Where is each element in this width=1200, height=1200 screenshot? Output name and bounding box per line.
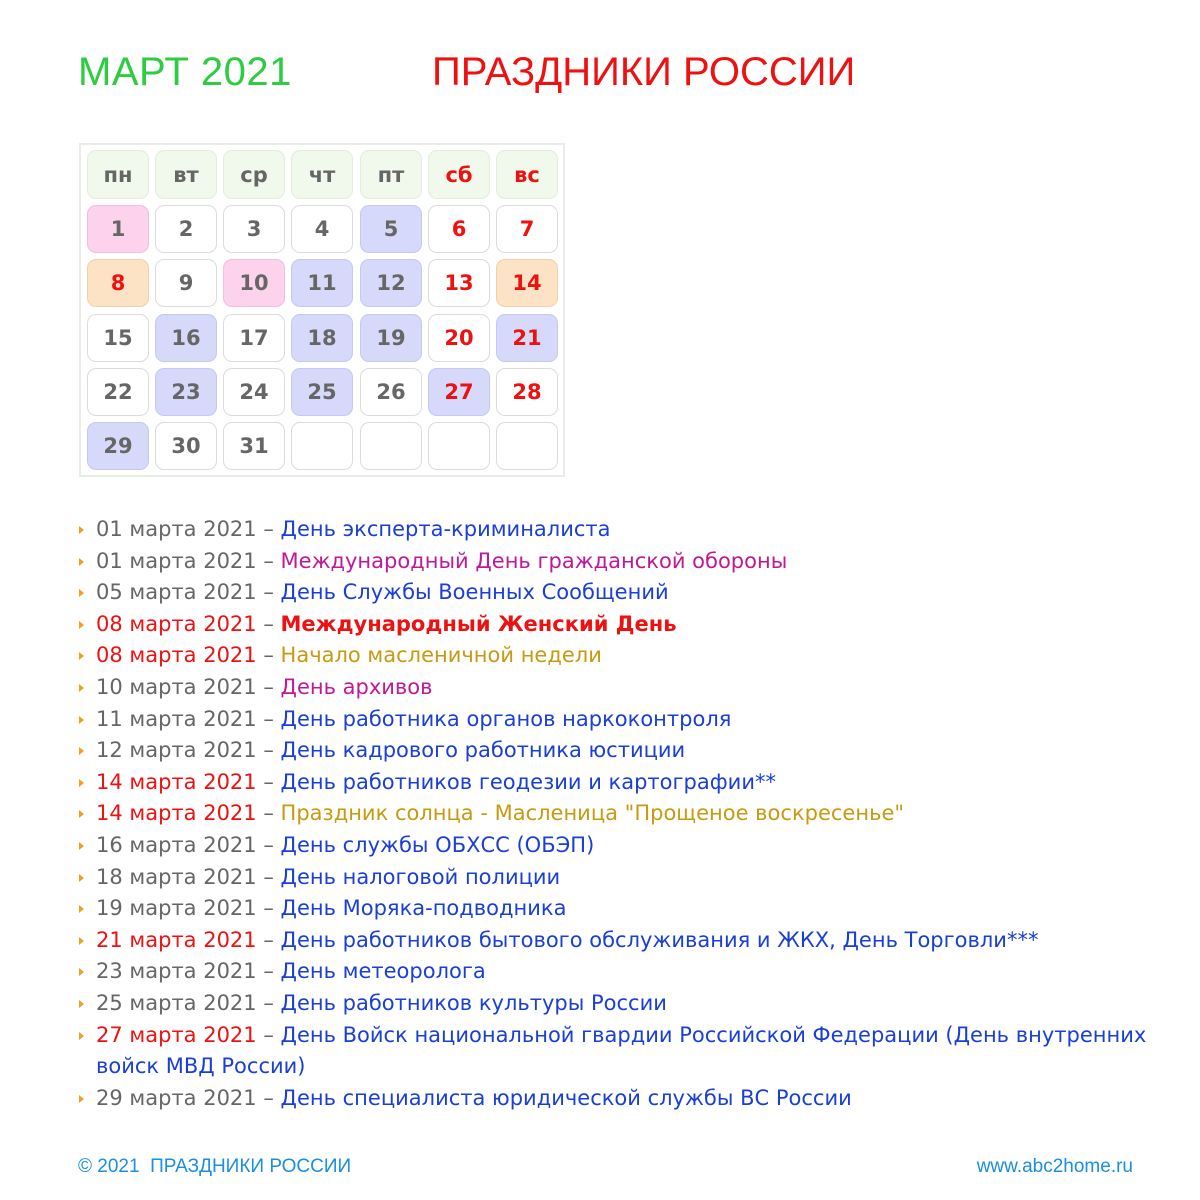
holiday-item (78, 735, 1178, 767)
calendar-day[interactable]: 3 (223, 205, 285, 253)
calendar-day[interactable]: 13 (428, 259, 490, 307)
holiday-separator: – (256, 927, 281, 952)
holiday-date: 01 марта 2021 (96, 548, 257, 573)
calendar-day[interactable]: 10 (223, 259, 285, 307)
calendar-day[interactable]: 6 (428, 205, 490, 253)
holiday-separator: – (256, 864, 281, 889)
calendar-day[interactable]: 4 (291, 205, 353, 253)
page-title: ПРАЗДНИКИ РОССИИ (432, 50, 856, 94)
bullet-arrow-icon (79, 1000, 84, 1008)
calendar-day[interactable]: 15 (87, 314, 149, 362)
calendar-empty-cell (428, 422, 490, 470)
holiday-separator: – (256, 580, 281, 605)
holiday-item (78, 925, 1178, 957)
holiday-date: 29 марта 2021 (96, 1085, 257, 1110)
calendar-empty-cell (291, 422, 353, 470)
holiday-name[interactable]: День работников бытового обслуживания и ЖКХ, День Торговли*** (280, 927, 1039, 952)
holiday-item (78, 767, 1178, 799)
calendar-day[interactable]: 9 (155, 259, 217, 307)
holiday-separator: – (256, 769, 281, 794)
holiday-separator: – (256, 706, 281, 731)
holiday-item (78, 956, 1178, 988)
holiday-name[interactable]: День налоговой полиции (280, 864, 561, 889)
holiday-separator: – (256, 896, 281, 921)
calendar-day[interactable]: 24 (223, 368, 285, 416)
bullet-arrow-icon (79, 558, 84, 566)
bullet-arrow-icon (79, 937, 84, 945)
calendar-day[interactable]: 23 (155, 368, 217, 416)
holiday-item (78, 1020, 1178, 1083)
bullet-arrow-icon (79, 842, 84, 850)
calendar-day[interactable]: 5 (360, 205, 422, 253)
holiday-date: 23 марта 2021 (96, 959, 257, 984)
bullet-arrow-icon (79, 652, 84, 660)
bullet-arrow-icon (79, 747, 84, 755)
holiday-name[interactable]: Начало масленичной недели (280, 643, 602, 668)
holiday-name[interactable]: День работника органов наркоконтроля (280, 706, 732, 731)
holiday-separator: – (256, 611, 281, 636)
holiday-item (78, 577, 1178, 609)
holiday-item (78, 640, 1178, 672)
bullet-arrow-icon (79, 621, 84, 629)
calendar-day[interactable]: 31 (223, 422, 285, 470)
holiday-item (78, 546, 1178, 578)
holiday-separator: – (256, 643, 281, 668)
holiday-name[interactable]: День работников геодезии и картографии** (280, 769, 776, 794)
holiday-date: 18 марта 2021 (96, 864, 257, 889)
holiday-separator: – (256, 674, 281, 699)
holiday-item (78, 798, 1178, 830)
calendar-day[interactable]: 18 (291, 314, 353, 362)
holiday-name[interactable]: День метеоролога (280, 959, 486, 984)
month-title: МАРТ 2021 (78, 50, 292, 94)
calendar-day[interactable]: 1 (87, 205, 149, 253)
calendar-day[interactable]: 12 (360, 259, 422, 307)
holiday-name[interactable]: День Моряка-подводника (280, 896, 567, 921)
holiday-item (78, 672, 1178, 704)
calendar-day[interactable]: 14 (496, 259, 558, 307)
holiday-name[interactable]: День эксперта-криминалиста (280, 517, 611, 541)
holiday-item (78, 830, 1178, 862)
calendar-day[interactable]: 17 (223, 314, 285, 362)
bullet-arrow-icon (79, 874, 84, 882)
holiday-separator: – (256, 738, 281, 763)
holiday-date: 11 марта 2021 (96, 706, 257, 731)
weekday-header: вт (155, 150, 217, 199)
weekday-header: вс (496, 150, 558, 199)
holiday-date: 16 марта 2021 (96, 832, 257, 857)
calendar-day[interactable]: 8 (87, 259, 149, 307)
holiday-date: 10 марта 2021 (96, 674, 257, 699)
holiday-name[interactable]: Праздник солнца - Масленица "Прощеное воскресенье" (280, 801, 905, 826)
holiday-separator: – (256, 548, 281, 573)
holiday-date: 05 марта 2021 (96, 580, 257, 605)
calendar-day[interactable]: 2 (155, 205, 217, 253)
calendar-day[interactable]: 21 (496, 314, 558, 362)
bullet-arrow-icon (79, 684, 84, 692)
calendar-day[interactable]: 29 (87, 422, 149, 470)
holiday-date: 14 марта 2021 (96, 769, 257, 794)
holiday-name[interactable]: День кадрового работника юстиции (280, 738, 686, 763)
weekday-header: чт (291, 150, 353, 199)
weekday-header: ср (223, 150, 285, 199)
holiday-item (78, 988, 1178, 1020)
holiday-separator: – (256, 1022, 281, 1047)
calendar-day[interactable]: 27 (428, 368, 490, 416)
calendar-day[interactable]: 22 (87, 368, 149, 416)
calendar-day[interactable]: 25 (291, 368, 353, 416)
holiday-list (78, 514, 1178, 1114)
calendar-day[interactable]: 7 (496, 205, 558, 253)
holiday-item (78, 862, 1178, 894)
calendar-day[interactable]: 16 (155, 314, 217, 362)
holiday-date: 25 марта 2021 (96, 990, 257, 1015)
holiday-name[interactable]: День Службы Военных Сообщений (280, 580, 669, 605)
holiday-date: 01 марта 2021 (96, 517, 257, 541)
footer-site-link[interactable]: www.abc2home.ru (976, 1156, 1133, 1177)
calendar-empty-cell (360, 422, 422, 470)
calendar-day[interactable]: 11 (291, 259, 353, 307)
holiday-date: 19 марта 2021 (96, 896, 257, 921)
bullet-arrow-icon (79, 526, 84, 534)
holiday-item (78, 893, 1178, 925)
holiday-item (78, 609, 1178, 641)
holiday-item (78, 704, 1178, 736)
bullet-arrow-icon (79, 968, 84, 976)
calendar-empty-cell (496, 422, 558, 470)
holiday-name[interactable]: День специалиста юридической службы ВС России (280, 1085, 852, 1110)
holiday-item (78, 514, 1178, 546)
bullet-arrow-icon (79, 589, 84, 597)
holiday-separator: – (256, 517, 281, 541)
holiday-separator: – (256, 990, 281, 1015)
holiday-name[interactable]: День работников культуры России (280, 990, 667, 1015)
holiday-separator: – (256, 1085, 281, 1110)
footer-copyright: © 2021 ПРАЗДНИКИ РОССИИ (78, 1156, 352, 1177)
weekday-header: сб (428, 150, 490, 199)
holiday-date: 27 марта 2021 (96, 1022, 257, 1047)
calendar-day[interactable]: 19 (360, 314, 422, 362)
bullet-arrow-icon (79, 1032, 84, 1040)
holiday-name[interactable]: Международный День гражданской обороны (280, 548, 788, 573)
holiday-name[interactable]: День Войск национальной гвардии Российской Федерации (День внутренних войск МВД России) (96, 1022, 1147, 1079)
bullet-arrow-icon (79, 716, 84, 724)
holiday-date: 08 марта 2021 (96, 611, 257, 636)
holiday-date: 21 марта 2021 (96, 927, 257, 952)
calendar-day[interactable]: 30 (155, 422, 217, 470)
weekday-header: пн (87, 150, 149, 199)
calendar-day[interactable]: 20 (428, 314, 490, 362)
bullet-arrow-icon (79, 779, 84, 787)
holiday-name[interactable]: День службы ОБХСС (ОБЭП) (280, 832, 595, 857)
holiday-name[interactable]: День архивов (280, 674, 433, 699)
holiday-date: 12 марта 2021 (96, 738, 257, 763)
calendar-day[interactable]: 26 (360, 368, 422, 416)
holiday-separator: – (256, 801, 281, 826)
holiday-item (78, 1083, 1178, 1115)
bullet-arrow-icon (79, 1095, 84, 1103)
weekday-header: пт (360, 150, 422, 199)
calendar-day[interactable]: 28 (496, 368, 558, 416)
holiday-separator: – (256, 832, 281, 857)
holiday-date: 08 марта 2021 (96, 643, 257, 668)
holiday-date: 14 марта 2021 (96, 801, 257, 826)
bullet-arrow-icon (79, 905, 84, 913)
holiday-separator: – (256, 959, 281, 984)
holiday-name[interactable]: Международный Женский День (280, 611, 677, 636)
month-calendar (79, 143, 565, 477)
bullet-arrow-icon (79, 810, 84, 818)
